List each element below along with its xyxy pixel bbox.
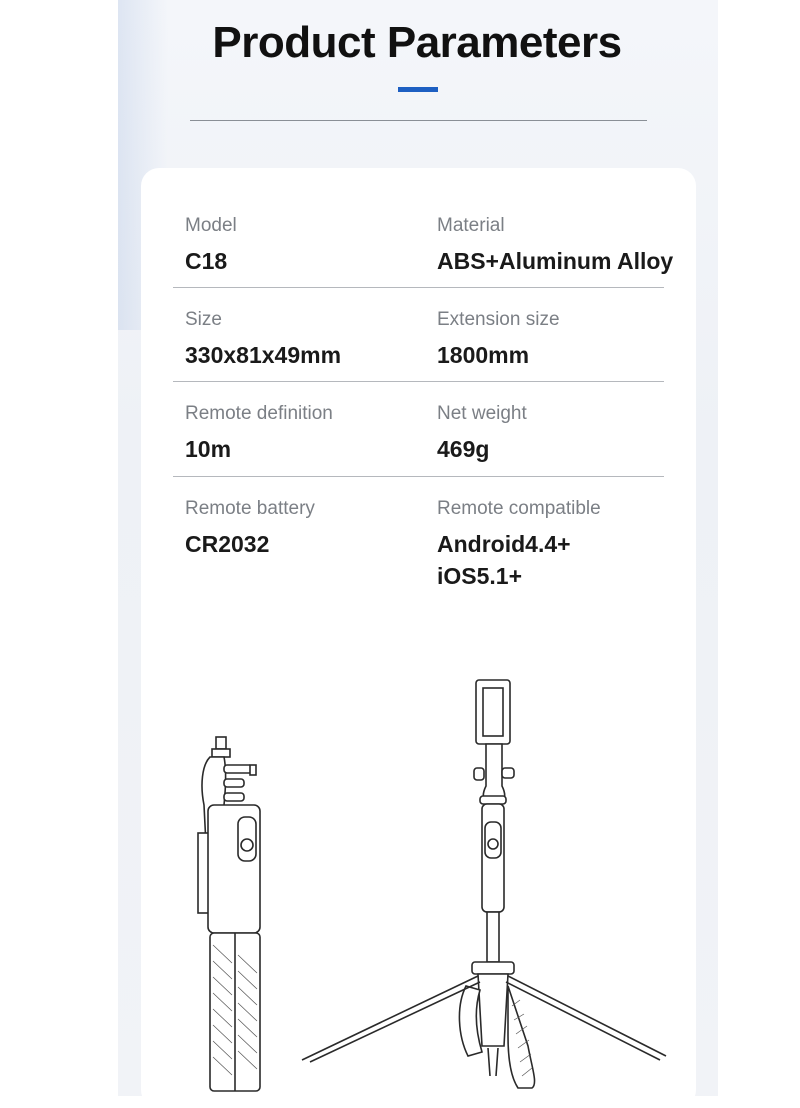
param-value: 330x81x49mm bbox=[185, 342, 342, 368]
param-remote-compatible bbox=[437, 498, 601, 592]
param-value: 469g bbox=[437, 436, 490, 462]
param-size bbox=[185, 309, 341, 371]
param-remote-definition bbox=[185, 403, 333, 465]
param-value: CR2032 bbox=[185, 531, 270, 557]
param-extension-size bbox=[437, 309, 560, 371]
param-label: Remote battery bbox=[185, 498, 315, 519]
param-net-weight bbox=[437, 403, 527, 465]
param-label: Extension size bbox=[437, 309, 560, 330]
param-value: C18 bbox=[185, 248, 228, 274]
row-divider bbox=[173, 381, 664, 382]
row-divider bbox=[173, 287, 664, 288]
title-accent-bar bbox=[398, 87, 438, 92]
tripod-illustration bbox=[296, 676, 676, 1096]
param-value: 10m bbox=[185, 436, 232, 462]
param-value: ABS+Aluminum Alloy bbox=[437, 248, 674, 274]
param-label: Material bbox=[437, 215, 505, 236]
param-material bbox=[437, 215, 673, 277]
param-value: 1800mm bbox=[437, 342, 530, 368]
param-label: Remote definition bbox=[185, 403, 333, 424]
param-label: Net weight bbox=[437, 403, 527, 424]
folded-selfie-stick-illustration bbox=[180, 735, 280, 1096]
param-label: Model bbox=[185, 215, 237, 236]
param-value: Android4.4+ bbox=[437, 531, 571, 557]
page-title: Product Parameters bbox=[212, 18, 622, 67]
row-divider bbox=[173, 476, 664, 477]
param-model bbox=[185, 215, 237, 277]
title-divider bbox=[190, 120, 647, 121]
param-remote-battery bbox=[185, 498, 315, 560]
param-value-secondary: iOS5.1+ bbox=[437, 563, 523, 589]
param-label: Size bbox=[185, 309, 222, 330]
param-label: Remote compatible bbox=[437, 498, 601, 519]
